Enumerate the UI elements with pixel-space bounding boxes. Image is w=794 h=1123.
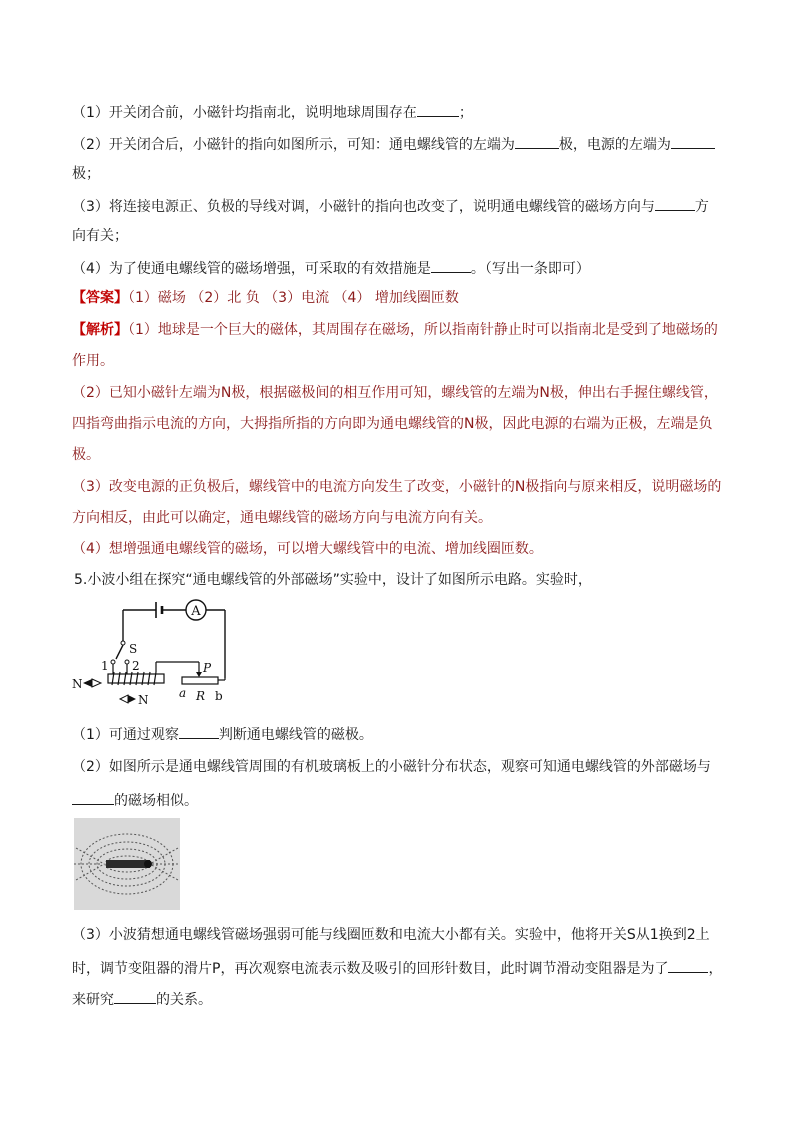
needle-bottom-black (128, 695, 136, 703)
q4-part1-end: ； (458, 105, 473, 121)
answer-tag: 【答案】 (72, 290, 128, 306)
circuit-diagram (68, 596, 238, 710)
q5-part3 (72, 926, 710, 944)
answer-blank (671, 134, 715, 149)
analysis-part2: （2）已知小磁针左端为N极，根据磁极间的相互作用可知，螺线管的左端为N极，伸出右手握住螺线管， (72, 385, 718, 401)
q5-part3-text-d: 的关系。 (156, 992, 212, 1008)
analysis-line-6 (72, 478, 721, 496)
contact-1-label: 1 (101, 659, 109, 673)
needle-bottom-label: N (138, 693, 149, 707)
q4-part3-cont (72, 227, 128, 245)
q5-part1-text-b: 判断通电螺线管的磁极。 (218, 727, 373, 743)
q4-part1 (72, 102, 473, 122)
needle-bottom-white (120, 695, 128, 703)
q5-part3-text-a: 时，调节变阻器的滑片P，再次观察电流表示数及吸引的回形针数目，此时调节滑动变阻器是为了 (72, 961, 669, 977)
q5-part1-text-a: （1）可通过观察 (72, 727, 179, 743)
answer-blank (114, 989, 156, 1004)
analysis-tag: 【解析】 (72, 322, 128, 338)
filing-cluster (144, 860, 152, 868)
analysis-line-8 (72, 540, 543, 558)
analysis-part1-cont: 作用。 (72, 353, 114, 369)
q5-stem (74, 571, 592, 589)
rheostat (182, 677, 218, 684)
analysis-part3-cont: 方向相反，由此可以确定，通电螺线管的磁场方向与电流方向有关。 (72, 510, 492, 526)
answer-blank (417, 102, 459, 117)
q5-part2-cont (72, 790, 198, 810)
q4-part2 (72, 134, 715, 154)
answer-blank (72, 790, 114, 805)
answer-blank (179, 724, 219, 739)
slider-arrow (196, 672, 202, 677)
q5-part1 (72, 724, 373, 744)
switch-pivot (121, 641, 125, 645)
resistor-label: R (196, 689, 206, 703)
q5-stem-text: 5.小波小组在探究“通电螺线管的外部磁场”实验中，设计了如图所示电路。实验时， (74, 572, 592, 588)
switch-label: S (129, 642, 138, 656)
q4-part2-text-a: （2）开关闭合后，小磁针的指向如图所示，可知：通电螺线管的左端为 (72, 137, 515, 153)
q4-part4 (72, 258, 590, 278)
end-a-label: a (179, 686, 187, 700)
needle-left-label: N (72, 677, 83, 691)
analysis-line-5 (72, 446, 100, 464)
q4-part1-text: （1）开关闭合前，小磁针均指南北，说明地球周围存在 (72, 105, 417, 121)
contact-1 (111, 660, 115, 664)
analysis-part4: （4）想增强通电螺线管的磁场，可以增大螺线管中的电流、增加线圈匝数。 (72, 541, 543, 557)
analysis-line-3 (72, 384, 718, 402)
answer-blank (655, 196, 695, 211)
answer-text: （1）磁场 （2）北 负 （3）电流 （4） 增加线圈匝数 (128, 290, 459, 306)
q4-part2-cont (72, 165, 100, 183)
answer-line (72, 289, 459, 307)
q4-part2-text-b: 极，电源的左端为 (558, 137, 671, 153)
analysis-part2-cont: 四指弯曲指示电流的方向，大拇指所指的方向即为通电螺线管的N极，因此电源的右端为正极，左端是负 (72, 416, 713, 432)
switch-blade (116, 645, 123, 659)
q5-part3-end (72, 989, 212, 1009)
q4-part2-text-c: 极； (72, 166, 100, 182)
q4-part4-text-a: （4）为了使通电螺线管的磁场增强，可采取的有效措施是 (72, 261, 431, 277)
answer-blank (515, 134, 559, 149)
q5-part3-text-c: 来研究 (72, 992, 114, 1008)
q5-part3-cont (72, 958, 722, 978)
iron-filings-photo (74, 818, 180, 910)
analysis-line-2 (72, 352, 114, 370)
q4-part4-text-b: 。（写出一条即可） (470, 261, 590, 277)
answer-blank (431, 258, 471, 273)
contact-2 (125, 660, 129, 664)
q5-part3-text: （3）小波猜想通电螺线管磁场强弱可能与线圈匝数和电流大小都有关。实验中，他将开关S从1换到2上 (72, 927, 710, 943)
analysis-part3: （3）改变电源的正负极后，螺线管中的电流方向发生了改变，小磁针的N极指向与原来相反，说明磁场的 (72, 479, 722, 495)
q4-part3-text-c: 向有关； (72, 228, 128, 244)
analysis-line-1 (72, 321, 718, 339)
analysis-line-4 (72, 415, 712, 433)
q5-part2-text: （2）如图所示是通电螺线管周围的有机玻璃板上的小磁针分布状态，观察可知通电螺线管的外部磁场与 (72, 759, 711, 775)
q4-part3 (72, 196, 709, 216)
q5-part2-text-end: 的磁场相似。 (114, 793, 198, 809)
analysis-part1: （1）地球是一个巨大的磁体，其周围存在磁场，所以指南针静止时可以指南北是受到了地磁场的 (128, 322, 718, 338)
q5-part2 (72, 758, 711, 776)
ammeter-label: A (191, 604, 201, 619)
slider-label: P (203, 661, 212, 675)
analysis-line-7 (72, 509, 492, 527)
q4-part3-text-a: （3）将连接电源正、负极的导线对调，小磁针的指向也改变了，说明通电螺线管的磁场方向与 (72, 199, 655, 215)
needle-left-white (92, 679, 101, 687)
contact-2-label: 2 (132, 659, 140, 673)
solenoid-in-photo (106, 860, 150, 868)
q4-part3-text-b: 方 (694, 199, 709, 215)
end-b-label: b (215, 689, 223, 703)
q5-part3-text-b: ， (708, 961, 723, 977)
answer-blank (668, 958, 708, 973)
needle-left-black (83, 679, 92, 687)
analysis-part2-end: 极。 (72, 447, 100, 463)
